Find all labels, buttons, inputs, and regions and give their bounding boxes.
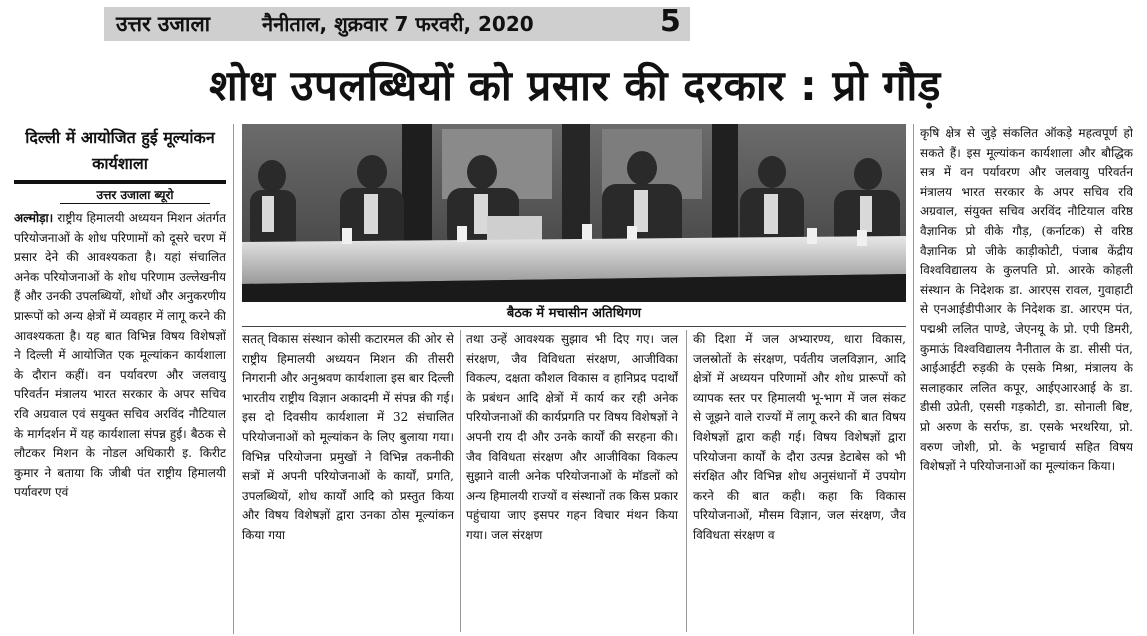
column-divider (460, 330, 461, 632)
photo-caption: बैठक में मचासीन अतिथिगण (242, 302, 906, 327)
article-column-4 (693, 330, 906, 630)
column-3-text: तथा उन्हें आवश्यक सुझाव भी दिए गए। जल संरक्षण, जैव विविधता संरक्षण, आजीविका विकल्प, दक्षता कौशल विकास व हानिप्रद पदार्थों के प्रबंधन आदि क्षेत्रों में कार्य कर रही अनेक परियोजनाओं की कार्यप्रगति पर विषय विशेषज्ञों ने अपनी राय दी और उनके कार्यों की सरहना की। जैव विविधता संरक्षण और आजीविका विकल्प सुझाने वाली अनेक परियोजनाओं के मॉडलों को अन्य हिमालयी राज्यों व संस्थानों तक किस प्रकार पहुंचाया जाए इसपर गहन विचार मंथन किया गया। जल संरक्षण (466, 332, 678, 542)
meeting-photo-image (242, 124, 906, 302)
column-2-text: सतत् विकास संस्थान कोसी कटारमल की ओर से राष्ट्रीय हिमालयी अध्ययन मिशन की तीसरी निगरानी और अनुश्रवण कार्यशाला इस बार दिल्ली भारतीय राष्ट्रीय विज्ञान अकादमी में संपन्न की गई। इस दो दिवसीय कार्यशाला में 32 संचालित परियोजनाओं को मूल्यांकन के लिए बुलाया गया। विभिन्न परियोजना प्रमुखों ने विभिन्न तकनीकी सत्रों में अपनी परियोजनाओं के कार्यों, प्रगति, उपलब्धियों, शोध कार्यों आदि को प्रस्तुत किया और विषय विशेषज्ञों द्वारा उनका ठोस मूल्यांकन किया गया (242, 332, 454, 542)
page-number: 5 (660, 4, 681, 39)
byline: उत्तर उजाला ब्यूरो (60, 187, 210, 204)
column-4-text: की दिशा में जल अभ्यारण्य, धारा विकास, जलस्रोतों के संरक्षण, पर्वतीय जलविज्ञान, आदि क्षेत्रों में अध्ययन परिणामों और शोध प्रारूपों को व्यापक स्तर पर हिमालयी भू-भाग में जल संकट से जूझने वाले राज्यों में लागू करने की बात विषय विशेषज्ञों द्वारा कही गई। विषय विशेषज्ञों द्वारा परियोजना कार्यों के दौरा उत्पन्न डेटाबेस को भी संरक्षित और विभिन्न शोध अनुसंधानों में उपयोग करने की बात कही। कहा कि विकास परियोजनाओं, मौसम विज्ञान, जल संरक्षण, जैव विविधता संरक्षण व (693, 332, 906, 542)
meeting-photo (242, 124, 906, 302)
column-divider (686, 330, 687, 632)
article-column-3 (466, 330, 678, 630)
column-divider (233, 124, 234, 634)
article-column-1 (14, 209, 226, 633)
newspaper-name: उत्तर उजाला (116, 12, 211, 36)
place-date: नैनीताल, शुक्रवार 7 फरवरी, 2020 (262, 12, 534, 36)
subheadline-rule (14, 180, 226, 184)
column-divider (913, 124, 914, 634)
subheadline: दिल्ली में आयोजित हुई मूल्यांकन कार्यशाला (25, 128, 215, 173)
dateline: अल्मोड़ा। (14, 211, 54, 225)
headline: शोध उपलब्धियों को प्रसार की दरकार : प्रो गौड़ (209, 61, 941, 110)
column-1-text: राष्ट्रीय हिमालयी अध्ययन मिशन अंतर्गत परियोजनाओं के शोध परिणामों को दूसरे चरण में प्रसार देने की आवश्यकता है। यहां संचालित अनेक परियोजनाओं के शोध परिणाम उल्लेखनीय हैं और उनकी उपलब्धियों, शोधों और अनुकरणीय प्रारूपों को अन्य क्षेत्रों में व्यवहार में लागू करने की आवश्यकता है। यह बात विभिन्न विषय विशेषज्ञों ने दिल्ली में आयोजित एक मूल्यांकन कार्यशाला के दौरान कहीं। वन पर्यावरण और जलवायु परिवर्तन मंत्रालय भारत सरकार के अपर सचिव रवि अग्रवाल एवं सयुक्त सचिव अरविंद नौटियाल के मार्गदर्शन में यह कार्यशाला संपन्न हुई। बैठक से लौटकर मिशन के नोडल अधिकारी इ. किरीट कुमार ने बताया कि जीबी पंत राष्ट्रीय हिमालयी पर्यावरण एवं (14, 211, 226, 500)
column-5-text: कृषि क्षेत्र से जुड़े संकलित ऑकड़े महत्वपूर्ण हो सकते हैं। इस मूल्यांकन कार्यशाला और बौद्धिक सत्र में वन पर्यावरण और जलवायु परिवर्तन मंत्रालय भारत सरकार के अपर सचिव रवि अग्रवाल, संयुक्त सचिव अरविंद नौटियाल वरिष्ठ वैज्ञानिक प्रो वीके गौड़, (कर्नाटक) से वरिष्ठ वैज्ञानिक प्रो जीके काड़ीकोटी, पंजाब केंद्रीय विश्वविद्यालय के कुलपति प्रो. आरके कोहली संस्थान के निदेशक डा. आरएस रावल, गुवाहाटी से एनआईडीपीआर के निदेशक डा. आरएम पंत, पद्मश्री ललित पाण्डे, जेएनयू के प्रो. एपी डिमरी, कुमाऊं विश्वविद्यालय नैनीताल के डा. सीसी पंत, आईआईटी रुड़की के एसके मिश्रा, मंत्रालय के सलाहकार ललित कपूर, आईएआरआई के डा. डीसी उप्रेती, एससी गड़कोटी, डा. सोनाली बिष्ट, प्रो अरुण के सर्राफ, डा. एसके भरथरिया, प्रो. वरुण जोशी, प्रो. के भट्टाचार्य सहित विषय विशेषज्ञों ने परियोजनाओं का मूल्यांकन किया। (920, 126, 1133, 474)
article-column-2 (242, 330, 454, 630)
article-column-5 (920, 124, 1133, 634)
